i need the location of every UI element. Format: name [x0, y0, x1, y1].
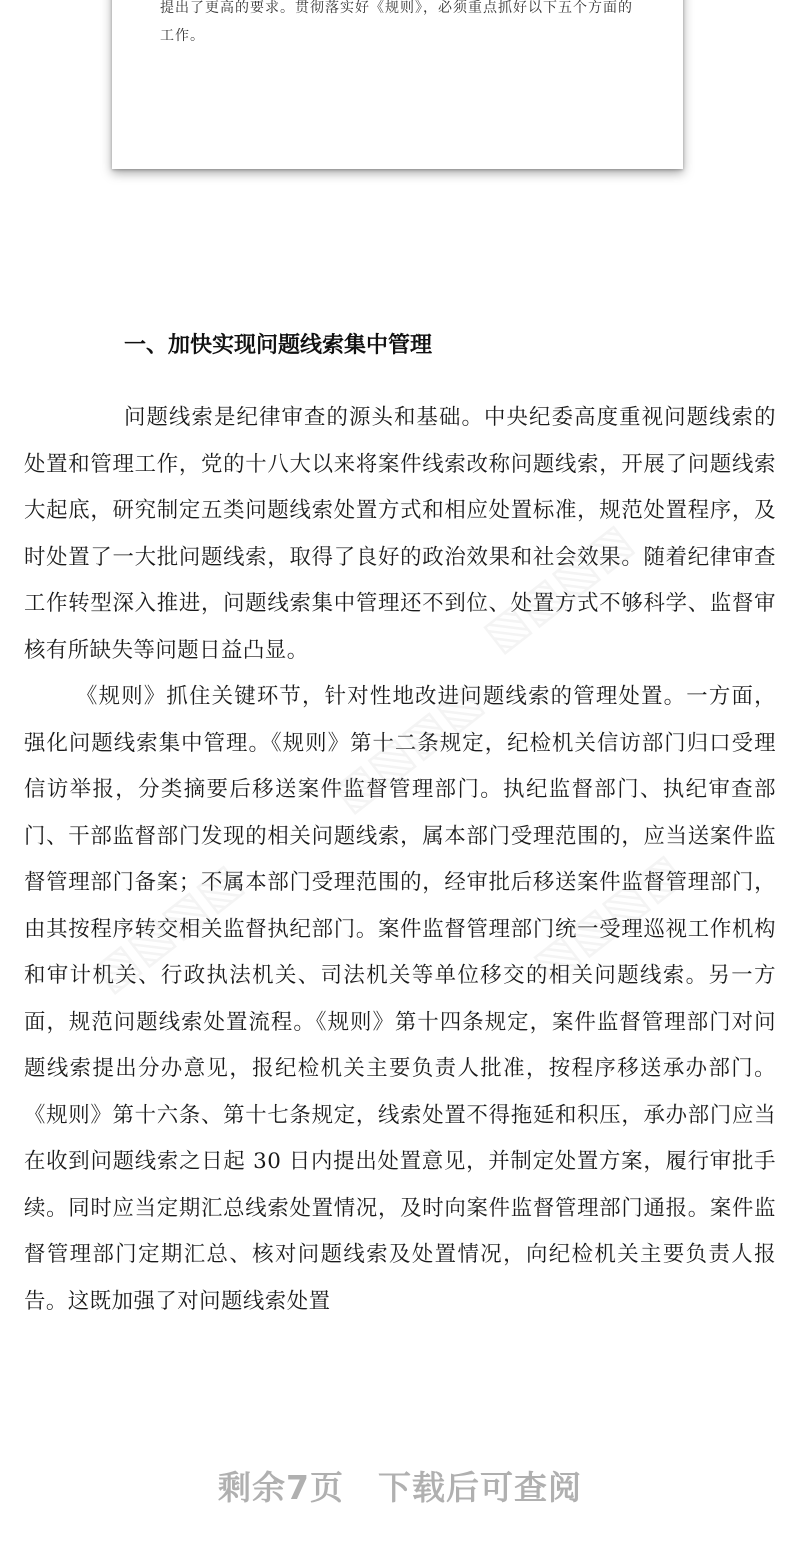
paragraph-1: 问题线索是纪律审查的源头和基础。中央纪委高度重视问题线索的处置和管理工作，党的十八大以来将案件线索改称问题线索，开展了问题线索大起底，研究制定五类问题线索处置方式和相应处置标准，规范处置程序，及时处置了一大批问题线索，取得了良好的政治效果和社会效果。随着纪律审查工作转型深入推进，问题线索集中管理还不到位、处置方式不够科学、监督审核有所缺失等问题日益凸显。 — [24, 405, 776, 663]
paragraph-2: 《规则》抓住关键环节，针对性地改进问题线索的管理处置。一方面，强化问题线索集中管理。《规则》第十二条规定，纪检机关信访部门归口受理信访举报，分类摘要后移送案件监督管理部门。执纪监督部门、执纪审查部门、干部监督部门发现的相关问题线索，属本部门受理范围的，应当送案件监督管理部门备案；不属本部门受理范围的，经审批后移送案件监督管理部门，由其按程序转交相关监督执纪部门。案件监督管理部门统一受理巡视工作机构和审计机关、行政执法机关、司法机关等单位移交的相关问题线索。另一方面，规范问题线索处置流程。《规则》第十四条规定，案件监督管理部门对问题线索提出分办意见，报纪检机关主要负责人批准，按程序移送承办部门。《规则》第十六条、第十七条规定，线索处置不得拖延和积压，承办部门应当在收到问题线索之日起 30 日内提出处置意见，并制定处置方案，履行审批手续。同时应当定期汇总线索处置情况，及时向案件监督管理部门通报。案件监督管理部门定期汇总、核对问题线索及处置情况，向纪检机关主要负责人报告。这既加强了对问题线索处置 — [24, 684, 776, 1314]
watermark-graphic: ▧▧▧▧ — [321, 672, 493, 822]
section-heading: 一、加快实现问题线索集中管理 — [124, 333, 433, 358]
document-body — [24, 395, 776, 1325]
watermark-graphic: ▧▧▧▧ — [471, 512, 643, 662]
preview-text: 提出了更高的要求。贯彻落实好《规则》，必须重点抓好以下五个方面的工作。 — [160, 0, 633, 44]
watermark-graphic: ▧▧▧▧ — [81, 852, 253, 1002]
watermark-graphic: ▧▧▧▧ — [521, 842, 693, 992]
previous-page-preview — [112, 0, 683, 169]
remaining-pages-notice[interactable]: 剩余7页 下载后可查阅 — [218, 1468, 582, 1507]
